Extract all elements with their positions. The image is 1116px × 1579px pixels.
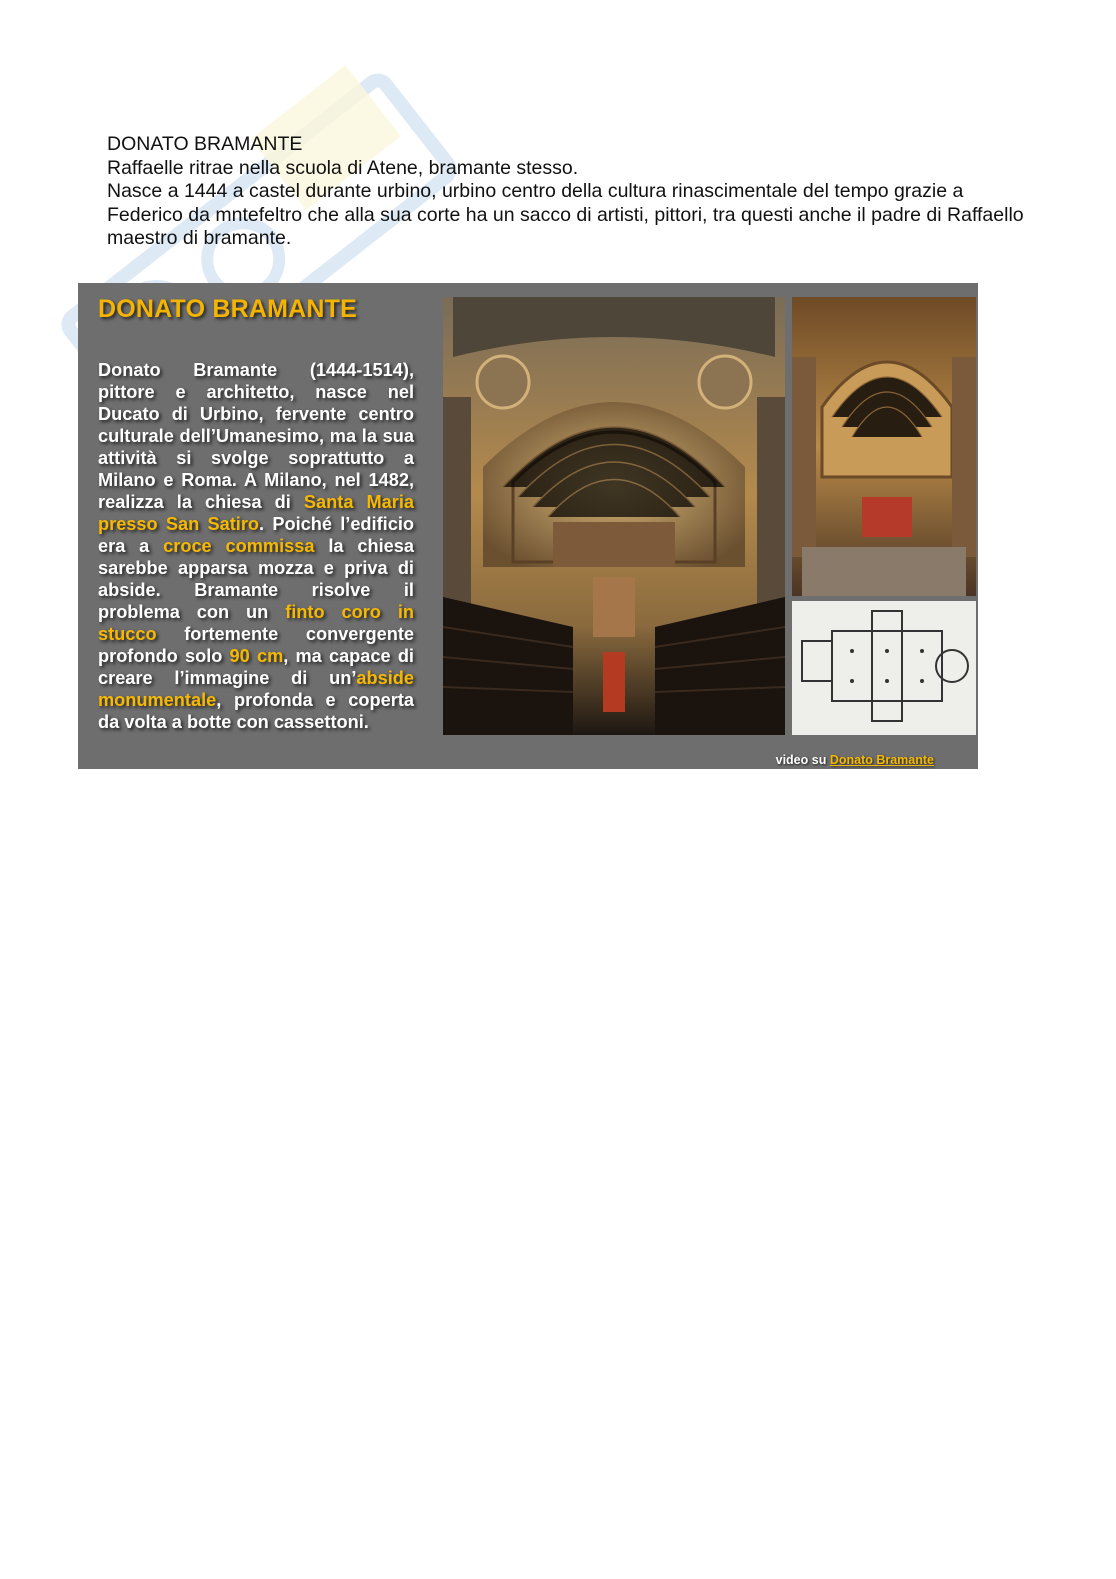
body-text: , profonda e coperta da volta a botte con cassettoni. bbox=[98, 690, 414, 732]
highlight-depth: 90 cm bbox=[229, 646, 284, 666]
body-text: Donato Bramante (1444-1514), pittore e architetto, nasce nel Ducato di Urbino, fervente centro culturale dell’Umanesimo, ma la sua attività si svolge soprattutto a Milano e Roma. A Milano, nel 1482, realizza la chiesa di bbox=[98, 360, 414, 512]
church-interior-photo bbox=[443, 297, 785, 735]
slide-image bbox=[78, 283, 978, 769]
notes-paragraph: Nasce a 1444 a castel durante urbino, urbino centro della cultura rinascimentale del tempo grazie a Federico da mntefeltro che alla sua corte ha un sacco di artisti, pittori, tra questi anche il padre di Raffaello maestro di bramante. bbox=[107, 180, 1024, 249]
notes-title: DONATO BRAMANTE bbox=[107, 133, 303, 155]
body-text: fortemente convergente profondo solo bbox=[98, 624, 414, 666]
body-text: , ma capace di creare l’immagine di un’ bbox=[98, 646, 414, 688]
body-text: . Poiché l’edificio era a bbox=[98, 514, 414, 556]
highlight-church: Santa Maria presso San Satiro bbox=[98, 492, 415, 534]
highlight-abside: abside monumentale bbox=[98, 668, 414, 710]
video-link-caption bbox=[776, 753, 934, 767]
floor-plan-drawing bbox=[792, 601, 976, 735]
video-link[interactable]: Donato Bramante bbox=[829, 753, 934, 767]
highlight-croce-commissa: croce commissa bbox=[163, 536, 315, 556]
footer-prefix: video su bbox=[775, 753, 830, 767]
notes-line: Raffaelle ritrae nella scuola di Atene, bramante stesso. bbox=[107, 156, 579, 179]
slide-body-text bbox=[98, 359, 414, 733]
highlight-finto-coro: finto coro in stucco bbox=[98, 602, 414, 644]
slide-title: DONATO BRAMANTE bbox=[98, 295, 358, 323]
body-text: la chiesa sarebbe apparsa mozza e priva di abside. Bramante risolve il problema con un bbox=[98, 536, 414, 622]
notes-section bbox=[107, 133, 1027, 251]
apse-detail-photo bbox=[792, 297, 976, 596]
